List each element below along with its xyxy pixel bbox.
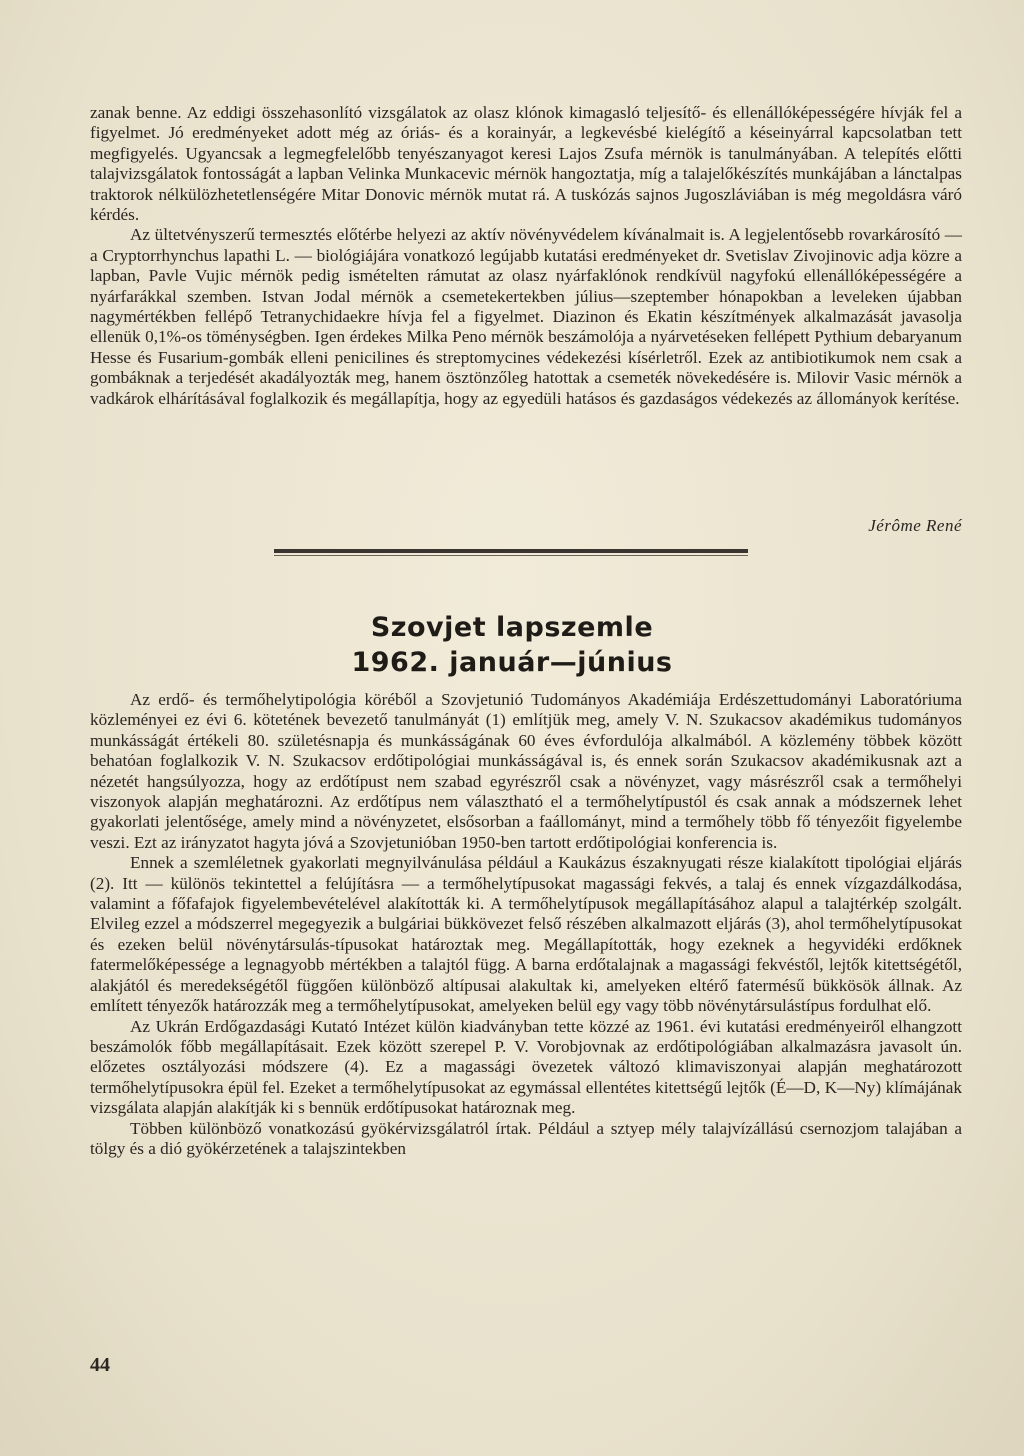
section-subtitle-date: 1962. január—június — [351, 647, 673, 678]
paragraph-5: Az Ukrán Erdőgazdasági Kutató Intézet külön kiadványban tette közzé az 1961. évi kutatási eredményeiről elhangzott beszámolók főbb megállapításait. Ezek között szerepel P. V. Vorobjovnak az erdőtipológiában alkalmazásra javasolt ún. előzetes osztályozási módszere (4). Ez a magassági övezetek változó klimaviszonyai alapján meghatározott termőhelytípusokra épül fel. Ezeket a termőhelytípusokat az egymással ellentétes kitettségű lejtők (É—D, K—Ny) klímájának vizsgálata alapján alakítják ki s bennük erdőtípusokat határoznak meg. — [90, 1016, 962, 1118]
paragraph-2: Az ültetvényszerű termesztés előtérbe helyezi az aktív növényvédelem kívánalmait is. A legjelentősebb rovarkárosító — a Cryptorrhynchus lapathi L. — biológiájára vonatkozó legújabb kutatási eredményeket dr. Svetislav Zivojinovic adja közre a lapban, Pavle Vujic mérnök pedig ismételten rámutat az olasz nyárfaklónok rendkívül nagyfokú ellenállóképességére a nyárfarákkal szemben. Istvan Jodal mérnök a csemetekertekben július—szeptember hónapokban a leveleken újabban nagymértékben fellépő Tetranychidaekre hívja fel a figyelmet. Diazinon és Ekatin készítmények alkalmazását javasolja ellenük 0,1%-os töménységben. Igen érdekes Milka Peno mérnök beszámolója a nyárvetéseken fellépett Pythium debaryanum Hesse és Fusarium-gombák elleni penicilines és streptomycines védekezési kísérletről. Ezek az antibiotikumok nem csak a gombáknak a terjedését akadályozták meg, hanem ösztönzőleg hatottak a csemeték növekedésére is. Milovir Vasic mérnök a vadkárok elhárításával foglalkozik és megállapítja, hogy az egyedüli hatásos és gazdaságos védekezés az állományok kerítése. — [90, 225, 962, 408]
page-number: 44 — [90, 1354, 110, 1376]
paragraph-1: zanak benne. Az eddigi összehasonlító vizsgálatok az olasz klónok kimagasló teljesítő- és ellenállóképességére hívják fel a figyelmet. Jó eredményeket adott még az óriás- és a korainyár, a legkevésbé kielégítő a késeinyárral kapcsolatban tett megfigyelés. Ugyancsak a legmegfelelőbb tenyészanyagot keresi Lajos Zsufa mérnök is tanulmányában. A telepítés előtti talajvizsgálatok fontosságát a lapban Velinka Munkacevic mérnök hangoztatja, míg a talajelőkészítés munkájában a lánctalpas traktorok nélkülözhetetlenségére Mitar Donovic mérnök mutat rá. A tuskózás sajnos Jugoszláviában is még megoldásra váró kérdés. — [90, 103, 962, 225]
paragraph-4: Ennek a szemléletnek gyakorlati megnyilvánulása például a Kaukázus északnyugati része kialakított tipológiai eljárás (2). Itt — különös tekintettel a felújításra — a termőhelytípusokat magassági fekvés, a talaj és ennek vízgazdálkodása, valamint a főfafajok figyelembevételével alakították ki. A termőhelytípusok megállapításához alapul a talajtérkép szolgált. Elvileg ezzel a módszerrel megegyezik a bulgáriai bükkövezet felső részében alkalmazott eljárás (3), ahol termőhelytípusokat és ezeken belül növénytársulás-típusokat határoztak meg. Megállapították, hogy ezeknek a hegyvidéki erdőknek fatermelőképessége a legnagyobb mértékben a talajtól függ. A barna erdőtalajnak a magassági fekvéstől, lejtők kitettségétől, alakjától és meredekségétől függően különböző altípusai alakultak ki, amelyeken eltérő fatermésű bükkösök állnak. Az említett tényezők határozzák meg a termőhelytípusokat, amelyeken belül egy vagy több növénytársulástípus fordulhat elő. — [90, 853, 962, 1016]
section-title: Szovjet lapszemle — [370, 612, 654, 643]
review-article-body — [90, 690, 962, 1159]
paragraph-3: Az erdő- és termőhelytipológia köréből a Szovjetunió Tudományos Akadémiája Erdészettudományi Laboratóriuma közleményei ez évi 6. kötetének bevezető tanulmányát (1) említjük meg, amely V. N. Szukacsov akadémikus tudományos munkásságát értékeli 80. születésnapja és munkásságának 60 éves évfordulója alkalmából. A közlemény többek között behatóan foglalkozik V. N. Szukacsov erdőtipológiai munkásságával is, és ennek során Szukacsov akadémikusnak azt a nézetét hangsúlyozza, hogy az erdőtípust nem szabad egyrészről csak a növényzet, vagy másrészről csak a termőhelyi viszonyok alapján meghatározni. Az erdőtípus nem választható el a termőhelytípustól és csak annak a módszernek lehet gyakorlati jelentősége, amely mind a növényzetet, elsősorban a faállományt, mind a termőhely több fő tényezőit figyelembe veszi. Ezt az irányzatot hagyta jóvá a Szovjetunióban 1950-ben tartott erdőtipológiai konferencia is. — [90, 690, 962, 852]
paragraph-6: Többen különböző vonatkozású gyökérvizsgálatról írtak. Például a sztyep mély talajvízállású csernozjom talajában a tölgy és a dió gyökérzetének a talajszintekben — [90, 1118, 962, 1158]
section-divider — [274, 549, 748, 553]
author-signature: Jérôme René — [868, 516, 962, 535]
top-article-body — [90, 103, 962, 409]
